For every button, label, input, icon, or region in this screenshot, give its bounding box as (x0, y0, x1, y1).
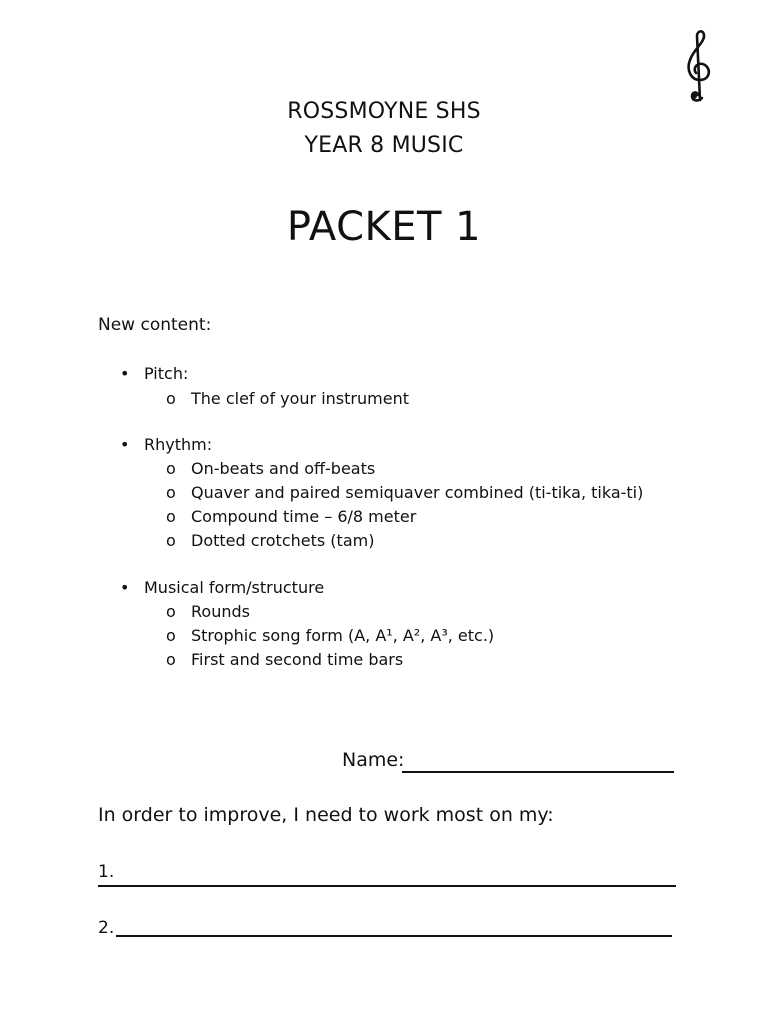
improve-prompt: In order to improve, I need to work most on my: (98, 804, 554, 826)
sub-list-item: o Compound time – 6/8 meter (166, 507, 417, 526)
treble-clef-icon (683, 28, 717, 104)
section-label: Musical form/structure (144, 578, 325, 597)
name-label: Name: (342, 749, 405, 771)
name-field[interactable] (402, 771, 674, 773)
sub-list-item: o Strophic song form (A, A¹, A², A³, etc.) (166, 626, 495, 645)
section-label: Rhythm: (144, 435, 213, 454)
sub-list-item: o On-beats and off-beats (166, 459, 376, 478)
sub-list-item: o Dotted crotchets (tam) (166, 531, 375, 550)
new-content-heading: New content: (98, 315, 212, 335)
circle-bullet-icon: o (166, 483, 176, 502)
packet-title: PACKET 1 (286, 204, 482, 250)
circle-bullet-icon: o (166, 626, 176, 645)
school-name: ROSSMOYNE SHS (287, 99, 481, 124)
sub-list-item: o The clef of your instrument (166, 389, 409, 408)
circle-bullet-icon: o (166, 389, 176, 408)
sub-list-item: o Rounds (166, 602, 250, 621)
section-label: Pitch: (144, 364, 189, 383)
sub-list-item: o First and second time bars (166, 650, 404, 669)
answer-line-1[interactable] (98, 885, 676, 887)
list-item-pitch (120, 364, 188, 383)
circle-bullet-icon: o (166, 507, 176, 526)
list-item-form (120, 578, 324, 597)
item-number-2: 2. (98, 918, 115, 938)
circle-bullet-icon: o (166, 459, 176, 478)
circle-bullet-icon: o (166, 602, 176, 621)
list-item-rhythm (120, 435, 212, 454)
circle-bullet-icon: o (166, 650, 176, 669)
circle-bullet-icon: o (166, 531, 176, 550)
course-name: YEAR 8 MUSIC (304, 133, 464, 158)
bullet-icon: • (120, 364, 130, 383)
bullet-icon: • (120, 578, 130, 597)
item-number-1: 1. (98, 862, 115, 882)
answer-line-2[interactable] (116, 935, 672, 937)
sub-list-item: o Quaver and paired semiquaver combined (ti-tika, tika-ti) (166, 483, 644, 502)
bullet-icon: • (120, 435, 130, 454)
